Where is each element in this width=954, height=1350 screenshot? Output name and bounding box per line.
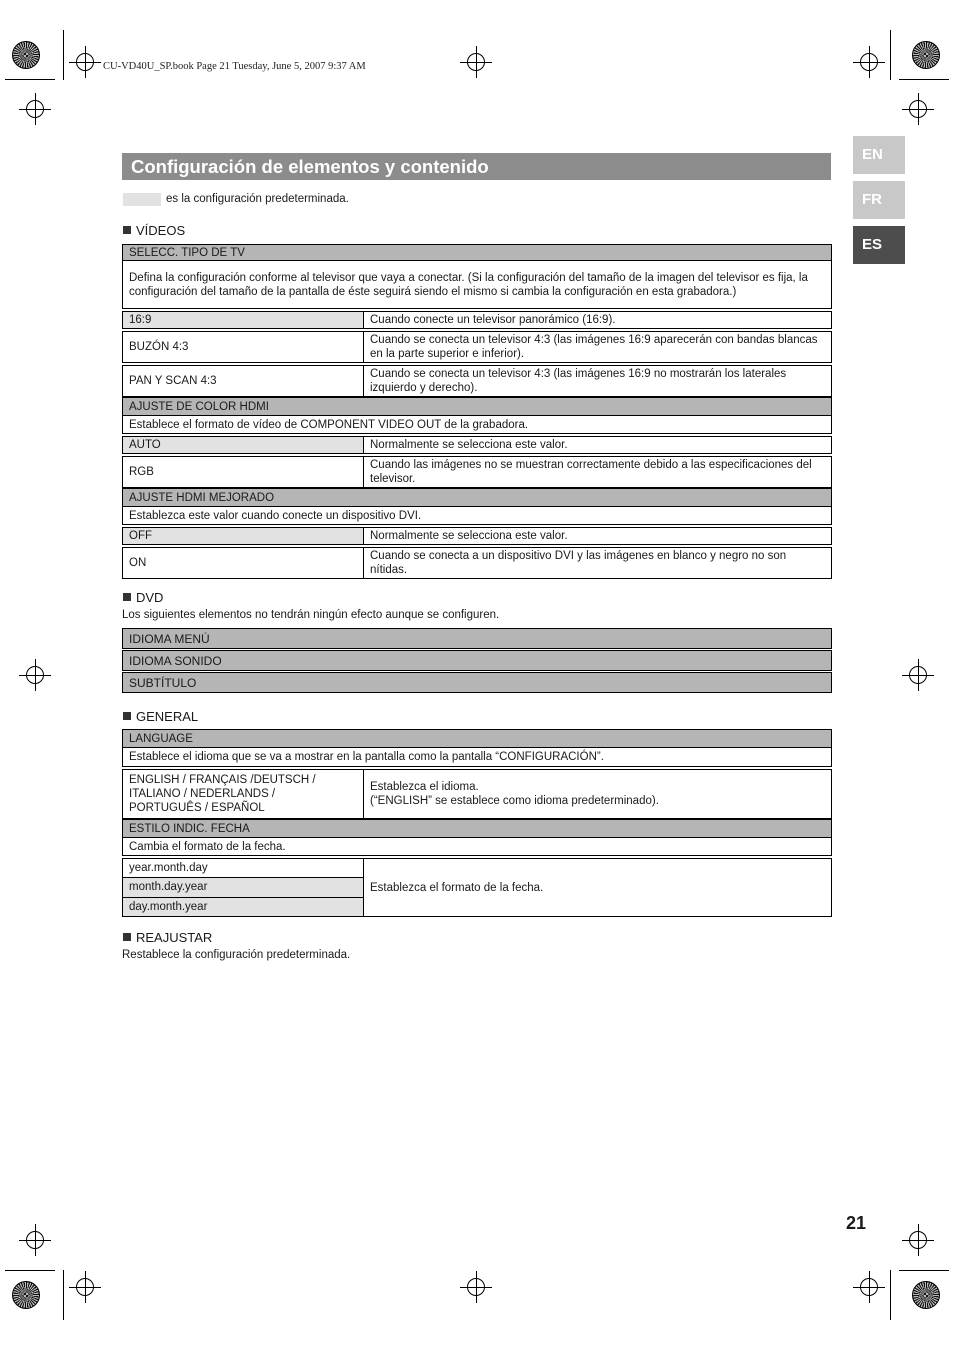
- setting-description: Establezca este valor cuando conecte un dispositivo DVI.: [122, 507, 832, 525]
- option-desc: Cuando se conecta un televisor 4:3 (las imágenes 16:9 aparecerán con bandas blancas en la parte superior e inferior).: [370, 334, 818, 360]
- language-desc-line: (“ENGLISH” se establece como idioma predeterminado).: [370, 795, 659, 807]
- page-title: Configuración de elementos y contenido: [122, 153, 831, 180]
- crosshair-icon: [26, 666, 44, 684]
- crosshair-icon: [467, 1278, 485, 1296]
- setting-description: Establece el formato de vídeo de COMPONENT VIDEO OUT de la grabadora.: [122, 416, 832, 434]
- language-options-line: PORTUGUÊS / ESPAÑOL: [129, 802, 265, 814]
- lang-tab-fr: FR: [853, 181, 905, 219]
- dvd-item: IDIOMA MENÚ: [122, 628, 832, 649]
- option-row: [122, 527, 832, 545]
- setting-description: Defina la configuración conforme al televisor que vaya a conectar. (Si la configuración del tamaño de la imagen del televisor es fija, la configuración del tamaño de la pantalla de éste seguirá siendo el mismo si cambia la configuración en esta grabadora.): [122, 261, 832, 309]
- setting-header: ESTILO INDIC. FECHA: [122, 819, 832, 838]
- lang-tab-es: ES: [853, 226, 905, 264]
- option-desc: Cuando conecte un televisor panorámico (16:9).: [370, 314, 616, 326]
- option-row: [122, 456, 832, 488]
- language-desc-line: Establezca el idioma.: [370, 781, 479, 793]
- section-heading-general: [123, 709, 198, 724]
- square-bullet-icon: [123, 933, 131, 941]
- date-format-option: year.month.day: [123, 859, 363, 878]
- crop-mark: [890, 1270, 891, 1320]
- option-desc: [364, 770, 831, 818]
- option-desc: Normalmente se selecciona este valor.: [370, 530, 568, 542]
- crosshair-icon: [909, 100, 927, 118]
- date-format-option: month.day.year: [123, 878, 363, 897]
- registration-dial-icon: [912, 1281, 940, 1309]
- date-format-options: [122, 858, 832, 917]
- setting-header: AJUSTE HDMI MEJORADO: [122, 488, 832, 507]
- language-options-line: ITALIANO / NEDERLANDS /: [129, 788, 276, 800]
- language-options-line: ENGLISH / FRANÇAIS /DEUTSCH /: [129, 774, 316, 786]
- setting-description: Cambia el formato de la fecha.: [122, 838, 832, 856]
- section-heading-dvd: [123, 590, 163, 605]
- registration-dial-icon: [12, 41, 40, 69]
- date-format-option: day.month.year: [123, 898, 363, 916]
- option-name: BUZÓN 4:3: [123, 332, 364, 362]
- videos-table: [122, 244, 832, 579]
- crosshair-icon: [467, 53, 485, 71]
- dvd-item: IDIOMA SONIDO: [122, 650, 832, 671]
- crop-mark: [63, 30, 64, 80]
- crop-mark: [899, 1270, 949, 1271]
- lang-tab-en: EN: [853, 136, 905, 174]
- dvd-note: Los siguientes elementos no tendrán ningún efecto aunque se configuren.: [122, 609, 500, 621]
- section-heading-label: REAJUSTAR: [136, 930, 213, 945]
- crosshair-icon: [26, 1231, 44, 1249]
- section-heading-label: VÍDEOS: [136, 223, 186, 238]
- crosshair-icon: [76, 1278, 94, 1296]
- crosshair-icon: [909, 1231, 927, 1249]
- registration-dial-icon: [912, 41, 940, 69]
- crop-mark: [63, 1270, 64, 1320]
- default-legend-swatch: [123, 193, 161, 206]
- option-name: AUTO: [123, 437, 364, 453]
- crop-mark: [899, 79, 949, 80]
- setting-header: LANGUAGE: [122, 729, 832, 748]
- setting-header: AJUSTE DE COLOR HDMI: [122, 397, 832, 416]
- option-desc: Cuando se conecta un televisor 4:3 (las imágenes 16:9 no mostrarán los laterales izquierdo y derecho).: [370, 368, 787, 394]
- option-name: 16:9: [123, 312, 364, 328]
- crop-mark: [5, 1270, 55, 1271]
- option-row: [122, 365, 832, 397]
- option-desc: Normalmente se selecciona este valor.: [370, 439, 568, 451]
- option-row: [122, 769, 832, 819]
- crosshair-icon: [909, 666, 927, 684]
- page-number: 21: [846, 1213, 867, 1233]
- crosshair-icon: [26, 100, 44, 118]
- default-legend-text: es la configuración predeterminada.: [166, 193, 349, 205]
- setting-description: Establece el idioma que se va a mostrar en la pantalla como la pantalla “CONFIGURACIÓN”.: [122, 748, 832, 767]
- section-heading-videos: [123, 223, 185, 238]
- square-bullet-icon: [123, 226, 131, 234]
- crosshair-icon: [860, 1278, 878, 1296]
- option-row: [122, 311, 832, 329]
- option-row: [122, 331, 832, 363]
- section-heading-label: GENERAL: [136, 709, 199, 724]
- square-bullet-icon: [123, 712, 131, 720]
- dvd-item: SUBTÍTULO: [122, 672, 832, 693]
- dvd-table: [122, 628, 832, 694]
- crop-mark: [5, 79, 55, 80]
- option-desc: Cuando se conecta a un dispositivo DVI y las imágenes en blanco y negro no son nítidas.: [370, 550, 787, 576]
- general-table: [122, 729, 832, 917]
- option-name: OFF: [123, 528, 364, 544]
- setting-header: SELECC. TIPO DE TV: [122, 244, 832, 261]
- option-name: [123, 770, 364, 818]
- section-heading-label: DVD: [136, 590, 164, 605]
- date-format-list: [123, 859, 364, 916]
- option-row: [122, 436, 832, 454]
- option-desc: Establezca el formato de la fecha.: [370, 881, 544, 894]
- crosshair-icon: [860, 53, 878, 71]
- file-info-header: CU-VD40U_SP.book Page 21 Tuesday, June 5, 2007 9:37 AM: [103, 61, 366, 72]
- registration-dial-icon: [12, 1281, 40, 1309]
- option-row: [122, 547, 832, 579]
- reset-note: Restablece la configuración predeterminada.: [122, 949, 351, 961]
- option-name: PAN Y SCAN 4:3: [123, 366, 364, 396]
- option-name: ON: [123, 548, 364, 578]
- option-desc: Cuando las imágenes no se muestran correctamente debido a las especificaciones del televisor.: [370, 459, 812, 485]
- option-name: RGB: [123, 457, 364, 487]
- crop-mark: [890, 30, 891, 80]
- section-heading-reset: [123, 930, 212, 945]
- square-bullet-icon: [123, 593, 131, 601]
- crosshair-icon: [76, 53, 94, 71]
